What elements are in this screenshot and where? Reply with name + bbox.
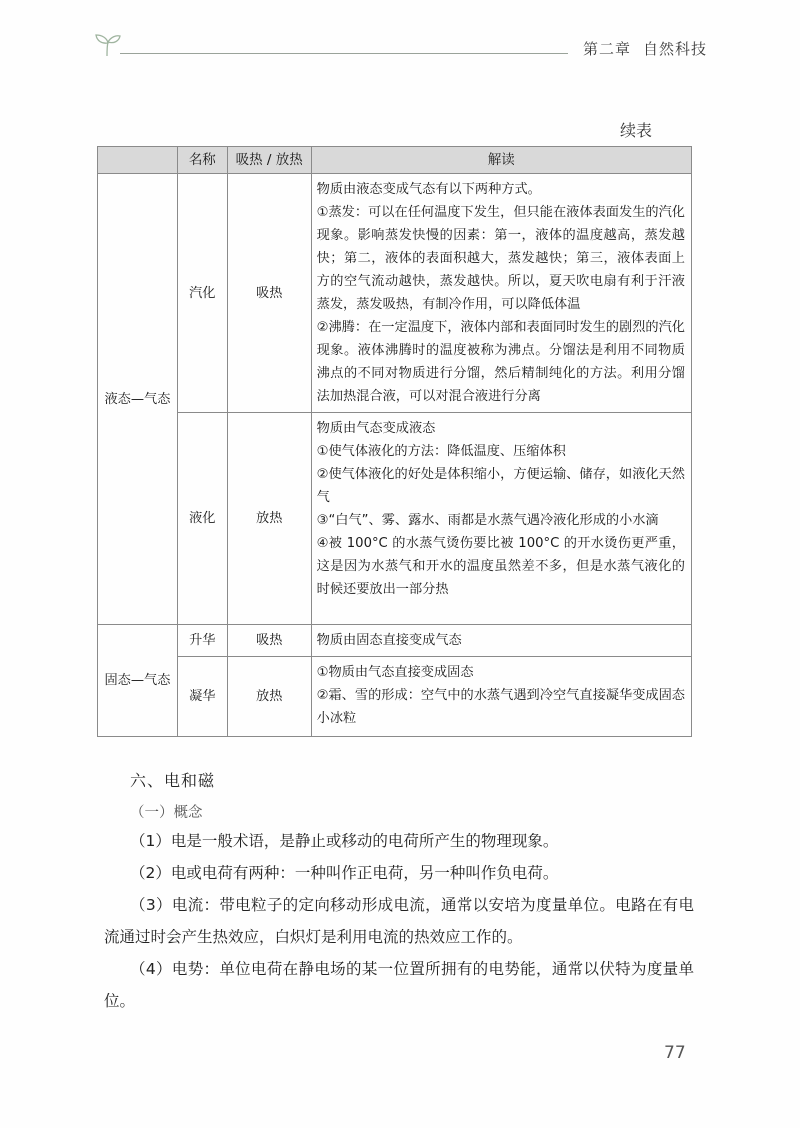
explanation-line: ④被 100°C 的水蒸气烫伤要比被 100°C 的开水烫伤更严重，这是因为水蒸气和开水的温度虽然差不多，但是水蒸气液化的时候还要放出一部分热 [316,536,685,597]
explanation-line: ①物质由气态直接变成固态 [316,665,474,680]
explanation-line: ②使气体液化的好处是体积缩小，方便运输、储存，如液化天然气 [316,467,685,505]
header-cell-name: 名称 [177,147,227,174]
subsection-heading: （一）概念 [130,805,203,821]
explanation-line: 物质由液态变成气态有以下两种方式。 [316,182,541,197]
header-cell-phase [98,147,178,174]
body-paragraph: （1）电是一般术语，是静止或移动的电荷所产生的物理现象。 [130,832,559,850]
page-number: 77 [664,1043,686,1063]
explanation-line: 物质由固态直接变成气态 [316,633,462,648]
name-cell: 汽化 [177,174,227,413]
table-row [98,625,692,657]
chapter-heading [583,38,707,59]
table-continued-label: 续表 [620,121,653,140]
explanation-line: ①使气体液化的方法：降低温度、压缩体积 [316,444,566,459]
heat-cell: 放热 [227,657,311,737]
heat-cell: 吸热 [227,625,311,657]
explanation-line: ③“白气”、雾、露水、雨都是水蒸气遇冷液化形成的小水滴 [316,513,659,528]
heat-cell: 放热 [227,413,311,625]
name-cell: 凝华 [177,657,227,737]
body-paragraph: （2）电或电荷有两种：一种叫作正电荷，另一种叫作负电荷。 [130,864,559,882]
header-rule [120,53,568,54]
phase-cell: 固态—气态 [98,625,178,737]
explanation-line: ①蒸发：可以在任何温度下发生，但只能在液体表面发生的汽化现象。影响蒸发快慢的因素：第一，液体的温度越高，蒸发越快；第二，液体的表面积越大，蒸发越快；第三，液体表面上方的空气流动越快，蒸发越快。所以，夏天吹电扇有利于汗液蒸发，蒸发吸热，有制冷作用，可以降低体温 [316,205,685,312]
section-heading: 六、电和磁 [130,771,216,790]
explanation-cell [311,413,691,625]
explanation-cell [311,174,691,413]
table-row [98,657,692,737]
explanation-line: ②霜、雪的形成：空气中的水蒸气遇到冷空气直接凝华变成固态小冰粒 [316,688,685,726]
chapter-number: 第二章 [582,40,631,58]
page-header [92,28,707,68]
chapter-title: 自然科技 [642,40,707,58]
name-cell: 升华 [177,625,227,657]
explanation-line: 物质由气态变成液态 [316,421,436,436]
table-row [98,413,692,625]
explanation-line: ②沸腾：在一定温度下，液体内部和表面同时发生的剧烈的汽化现象。液体沸腾时的温度被称为沸点。分馏法是利用不同物质沸点的不同对物质进行分馏，然后精制纯化的方法。利用分馏法加热混合液，可以对混合液进行分离 [316,320,685,404]
header-cell-explanation: 解读 [311,147,691,174]
body-paragraph: （3）电流：带电粒子的定向移动形成电流，通常以安培为度量单位。电路在有电流通过时会产生热效应，白炽灯是利用电流的热效应工作的。 [104,896,694,946]
table-header-row [98,147,692,174]
heat-cell: 吸热 [227,174,311,413]
header-cell-heat: 吸热 / 放热 [227,147,311,174]
phase-change-table [97,146,692,737]
explanation-cell [311,625,691,657]
explanation-cell [311,657,691,737]
name-cell: 液化 [177,413,227,625]
table-row [98,174,692,413]
body-paragraph: （4）电势：单位电荷在静电场的某一位置所拥有的电势能，通常以伏特为度量单位。 [104,960,694,1010]
phase-cell: 液态—气态 [98,174,178,625]
